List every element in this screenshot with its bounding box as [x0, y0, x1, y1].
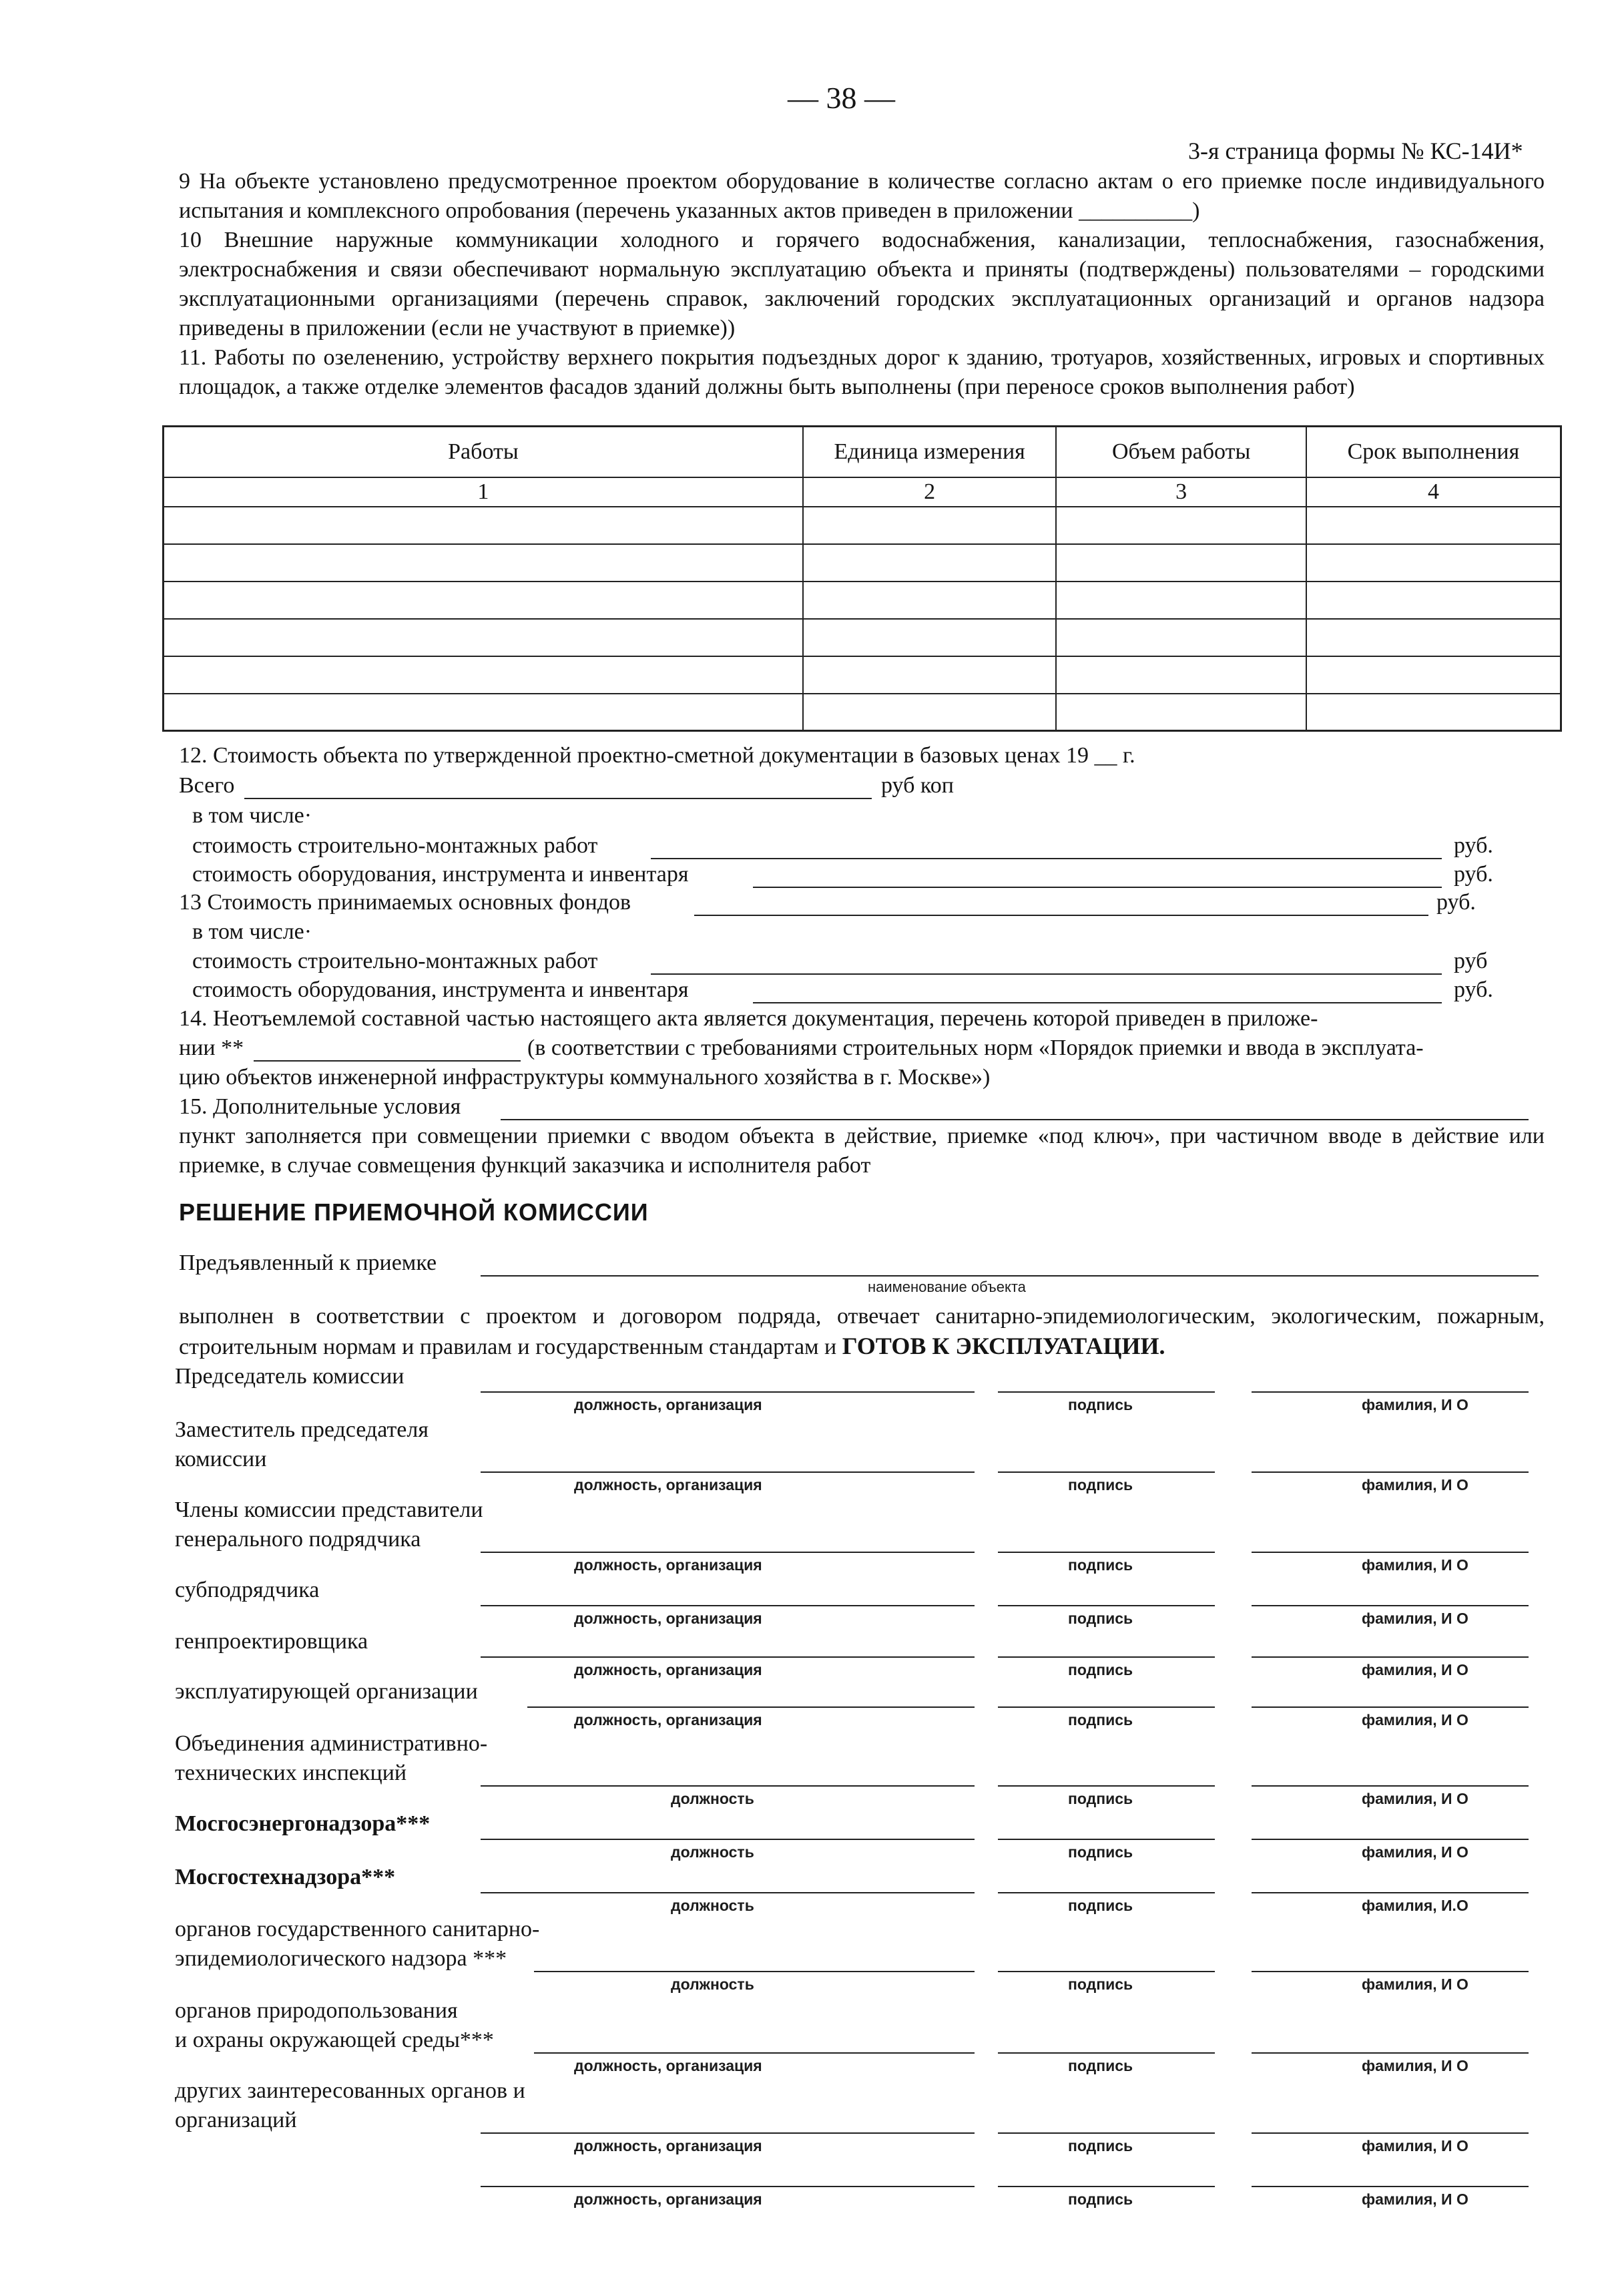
name-caption: фамилия, И О — [1362, 1790, 1468, 1807]
signature-field[interactable] — [998, 1971, 1215, 1972]
works-table-cell[interactable] — [164, 619, 803, 656]
form-reference: 3-я страница формы № КС-14И* — [1188, 138, 1523, 164]
signature-field[interactable] — [998, 1785, 1215, 1787]
deadline-col-header: Срок выполнения — [1306, 427, 1561, 477]
smr-cost-unit: руб. — [1454, 833, 1493, 858]
item-14-annex-label: нии ** — [179, 1036, 244, 1060]
works-table-cell[interactable] — [1056, 507, 1306, 544]
position-caption: должность, организация — [574, 2137, 762, 2154]
signature-caption: подпись — [1068, 1556, 1133, 1574]
position-caption: должность — [671, 1790, 754, 1807]
signature-field[interactable] — [998, 2186, 1215, 2187]
conclusion-body: выполнен в соответствии с проектом и договором подряда, отвечает санитарно-эпидемиологическим, экологическим, пожарным, строительным нормам и правилам и государственным стандартам и — [179, 1304, 1545, 1359]
name-field[interactable] — [1252, 1706, 1529, 1708]
works-table-cell[interactable] — [803, 694, 1057, 731]
item-14-line-2: (в соответствии с требованиями строительных норм «Порядок приемки и ввода в эксплуата- — [527, 1036, 1424, 1060]
works-table-cell[interactable] — [164, 694, 803, 731]
signature-role-label: Председатель комиссии — [175, 1364, 404, 1389]
works-col-header: Работы — [164, 427, 803, 477]
total-field[interactable] — [244, 798, 872, 799]
signature-role-label: органов природопользования — [175, 1998, 458, 2023]
position-field[interactable] — [534, 2052, 975, 2054]
signature-field[interactable] — [998, 1391, 1215, 1393]
signature-role-label: органов государственного санитарно- — [175, 1917, 540, 1941]
signature-caption: подпись — [1068, 1976, 1133, 1993]
signature-caption: подпись — [1068, 2137, 1133, 2154]
signature-field[interactable] — [998, 2052, 1215, 2054]
works-table-row — [164, 619, 1561, 656]
name-field[interactable] — [1252, 1552, 1529, 1553]
name-caption: фамилия, И О — [1362, 2191, 1468, 2208]
decision-title: РЕШЕНИЕ ПРИЕМОЧНОЙ КОМИССИИ — [179, 1198, 649, 1226]
signature-role-label: генерального подрядчика — [175, 1527, 421, 1552]
name-caption: фамилия, И О — [1362, 1610, 1468, 1627]
column-number: 2 — [803, 477, 1057, 507]
annex-field[interactable] — [254, 1060, 521, 1062]
equipment-cost-unit: руб. — [1454, 977, 1493, 1002]
works-table-row — [164, 507, 1561, 544]
position-caption: должность — [671, 1843, 754, 1861]
equipment-cost-unit: руб. — [1454, 862, 1493, 887]
object-name-caption: наименование объекта — [868, 1279, 1026, 1295]
works-table-row — [164, 582, 1561, 619]
position-field[interactable] — [481, 1391, 975, 1393]
unit-col-header: Единица измерения — [803, 427, 1057, 477]
position-caption: должность, организация — [574, 2191, 762, 2208]
fixed-assets-field[interactable] — [694, 915, 1428, 916]
signature-caption: подпись — [1068, 1396, 1133, 1413]
works-table-cell[interactable] — [803, 507, 1057, 544]
name-caption: фамилия, И О — [1362, 1661, 1468, 1678]
item-13-label: 13 Стоимость принимаемых основных фондов — [179, 890, 631, 915]
signature-role-label: субподрядчика — [175, 1578, 320, 1602]
works-table-cell[interactable] — [1056, 656, 1306, 694]
position-caption: должность, организация — [574, 1476, 762, 1494]
conclusion-text — [179, 1302, 1545, 1362]
position-field[interactable] — [481, 2132, 975, 2134]
works-table-cell[interactable] — [803, 619, 1057, 656]
smr-cost-label: стоимость строительно-монтажных работ — [192, 833, 598, 858]
signature-role-label: Заместитель председателя — [175, 1417, 429, 1442]
works-table-number-row — [164, 477, 1561, 507]
signature-caption: подпись — [1068, 1790, 1133, 1807]
column-number: 4 — [1306, 477, 1561, 507]
signature-caption: подпись — [1068, 2057, 1133, 2074]
smr-cost-field[interactable] — [651, 973, 1442, 975]
name-field[interactable] — [1252, 2186, 1529, 2187]
position-field[interactable] — [481, 1605, 975, 1606]
signature-field[interactable] — [998, 1605, 1215, 1606]
signature-role-label: генпроектировщика — [175, 1629, 368, 1654]
signature-field[interactable] — [998, 1552, 1215, 1553]
name-caption: фамилия, И О — [1362, 1711, 1468, 1729]
ready-status: ГОТОВ К ЭКСПЛУАТАЦИИ. — [842, 1333, 1165, 1359]
paragraph-10: 10 Внешние наружные коммуникации холодного и горячего водоснабжения, канализации, теплоснабжения, газоснабжения, электроснабжения и связи обеспечивают нормальную эксплуатацию объекта и приняты (подтверждены) пользователями – городскими эксплуатационными организациями (перечень справок, заключений городских эксплуатационных организаций и органов надзора приведены в приложении (если не участвуют в приемке)) — [179, 228, 1545, 340]
presented-label: Предъявленный к приемке — [179, 1250, 437, 1275]
works-table-cell[interactable] — [1056, 582, 1306, 619]
item-15-label: 15. Дополнительные условия — [179, 1094, 461, 1119]
total-unit: руб коп — [881, 773, 954, 798]
equipment-cost-label: стоимость оборудования, инструмента и инвентаря — [192, 862, 689, 887]
name-caption: фамилия, И.О — [1362, 1897, 1468, 1914]
name-caption: фамилия, И О — [1362, 1976, 1468, 1993]
position-caption: должность, организация — [574, 2057, 762, 2074]
signature-role-label: Мосгостехнадзора*** — [175, 1865, 396, 1889]
name-field[interactable] — [1252, 1605, 1529, 1606]
including-label: в том числе· — [192, 803, 312, 828]
including-label: в том числе· — [192, 919, 312, 944]
signature-role-label: организаций — [175, 2108, 297, 2132]
position-caption: должность, организация — [574, 1610, 762, 1627]
equipment-cost-field[interactable] — [753, 887, 1442, 888]
position-caption: должность, организация — [574, 1661, 762, 1678]
name-field[interactable] — [1252, 1839, 1529, 1840]
name-field[interactable] — [1252, 1391, 1529, 1393]
smr-cost-unit: руб — [1454, 949, 1488, 973]
equipment-cost-label: стоимость оборудования, инструмента и инвентаря — [192, 977, 689, 1002]
additional-conditions-field[interactable] — [501, 1119, 1529, 1120]
works-table-cell[interactable] — [1306, 544, 1561, 582]
equipment-cost-field[interactable] — [753, 1002, 1442, 1003]
works-table-cell[interactable] — [803, 582, 1057, 619]
signature-caption: подпись — [1068, 1476, 1133, 1494]
position-field[interactable] — [481, 1785, 975, 1787]
signature-field[interactable] — [998, 1656, 1215, 1658]
signature-caption: подпись — [1068, 1897, 1133, 1914]
signature-field[interactable] — [998, 1706, 1215, 1708]
name-field[interactable] — [1252, 1656, 1529, 1658]
works-table-cell[interactable] — [164, 507, 803, 544]
signature-field[interactable] — [998, 2132, 1215, 2134]
works-table — [162, 425, 1562, 732]
signature-field[interactable] — [998, 1839, 1215, 1840]
works-table-cell[interactable] — [164, 582, 803, 619]
works-table-cell[interactable] — [803, 544, 1057, 582]
name-field[interactable] — [1252, 1971, 1529, 1972]
total-label: Всего — [179, 773, 235, 798]
position-caption: должность, организация — [574, 1556, 762, 1574]
works-table-header-row — [164, 427, 1561, 477]
position-field[interactable] — [527, 1706, 975, 1708]
signature-caption: подпись — [1068, 1843, 1133, 1861]
name-caption: фамилия, И О — [1362, 2057, 1468, 2074]
column-number: 1 — [164, 477, 803, 507]
works-table-cell[interactable] — [1306, 619, 1561, 656]
name-caption: фамилия, И О — [1362, 1396, 1468, 1413]
object-name-field[interactable] — [481, 1275, 1539, 1277]
works-table-cell[interactable] — [1306, 582, 1561, 619]
item-15-note: пункт заполняется при совмещении приемки с вводом объекта в действие, приемке «под ключ», при частичном вводе в действие или приемке, в случае совмещения функций заказчика и исполнителя работ — [179, 1124, 1545, 1178]
works-table-cell[interactable] — [1056, 619, 1306, 656]
item-14-line-3: цию объектов инженерной инфраструктуры коммунального хозяйства в г. Москве») — [179, 1065, 991, 1090]
works-table-cell[interactable] — [164, 544, 803, 582]
works-table-cell[interactable] — [1056, 544, 1306, 582]
position-field[interactable] — [481, 1656, 975, 1658]
name-field[interactable] — [1252, 2052, 1529, 2054]
position-field[interactable] — [481, 1839, 975, 1840]
name-field[interactable] — [1252, 2132, 1529, 2134]
signature-caption: подпись — [1068, 2191, 1133, 2208]
signature-role-label: других заинтересованных органов и — [175, 2078, 525, 2103]
smr-cost-label: стоимость строительно-монтажных работ — [192, 949, 598, 973]
signature-role-label: Объединения административно- — [175, 1731, 488, 1756]
works-table-cell[interactable] — [1306, 507, 1561, 544]
works-table-row — [164, 656, 1561, 694]
works-table-cell[interactable] — [1056, 694, 1306, 731]
position-caption: должность — [671, 1976, 754, 1993]
item-12-title: 12. Стоимость объекта по утвержденной проектно-сметной документации в базовых ценах 19 __ г. — [179, 743, 1135, 768]
volume-col-header: Объем работы — [1056, 427, 1306, 477]
works-table-row — [164, 544, 1561, 582]
name-field[interactable] — [1252, 1471, 1529, 1473]
name-field[interactable] — [1252, 1785, 1529, 1787]
name-caption: фамилия, И О — [1362, 1843, 1468, 1861]
paragraph-11: 11. Работы по озеленению, устройству верхнего покрытия подъездных дорог к зданию, тротуаров, хозяйственных, игровых и спортивных площадок, а также отделке элементов фасадов зданий должны быть выполнены (при переносе сроков выполнения работ) — [179, 345, 1545, 399]
signature-role-label: Члены комиссии представители — [175, 1498, 483, 1522]
signature-field[interactable] — [998, 1892, 1215, 1893]
page-number: — 38 — — [788, 81, 895, 115]
column-number: 3 — [1056, 477, 1306, 507]
position-field[interactable] — [534, 1971, 975, 1972]
smr-cost-field[interactable] — [651, 858, 1442, 859]
signature-role-label: комиссии — [175, 1447, 267, 1471]
signature-caption: подпись — [1068, 1661, 1133, 1678]
position-caption: должность, организация — [574, 1711, 762, 1729]
position-field[interactable] — [481, 1892, 975, 1893]
signature-role-label: Мосгосэнергонадзора*** — [175, 1811, 431, 1836]
signature-role-label: технических инспекций — [175, 1761, 407, 1785]
name-caption: фамилия, И О — [1362, 1556, 1468, 1574]
item-14-line-1: 14. Неотъемлемой составной частью настоящего акта является документация, перечень которой приведен в приложе- — [179, 1006, 1318, 1031]
name-field[interactable] — [1252, 1892, 1529, 1893]
works-table-cell[interactable] — [1306, 656, 1561, 694]
name-caption: фамилия, И О — [1362, 2137, 1468, 2154]
signature-field[interactable] — [998, 1471, 1215, 1473]
position-field[interactable] — [481, 1471, 975, 1473]
position-field[interactable] — [481, 1552, 975, 1553]
position-field[interactable] — [481, 2186, 975, 2187]
works-table-cell[interactable] — [1306, 694, 1561, 731]
signature-role-label: эксплуатирующей организации — [175, 1679, 478, 1704]
fixed-assets-unit: руб. — [1436, 890, 1476, 915]
works-table-row — [164, 694, 1561, 731]
signature-caption: подпись — [1068, 1610, 1133, 1627]
works-table-cell[interactable] — [164, 656, 803, 694]
paragraph-9: 9 На объекте установлено предусмотренное проектом оборудование в количестве согласно актам о его приемке после индивидуального испытания и комплексного опробования (перечень указанных актов приведен в приложении __________) — [179, 169, 1545, 223]
position-caption: должность, организация — [574, 1396, 762, 1413]
name-caption: фамилия, И О — [1362, 1476, 1468, 1494]
signature-role-label: эпидемиологического надзора *** — [175, 1946, 507, 1971]
works-table-cell[interactable] — [803, 656, 1057, 694]
signature-caption: подпись — [1068, 1711, 1133, 1729]
signature-role-label: и охраны окружающей среды*** — [175, 2028, 494, 2052]
position-caption: должность — [671, 1897, 754, 1914]
